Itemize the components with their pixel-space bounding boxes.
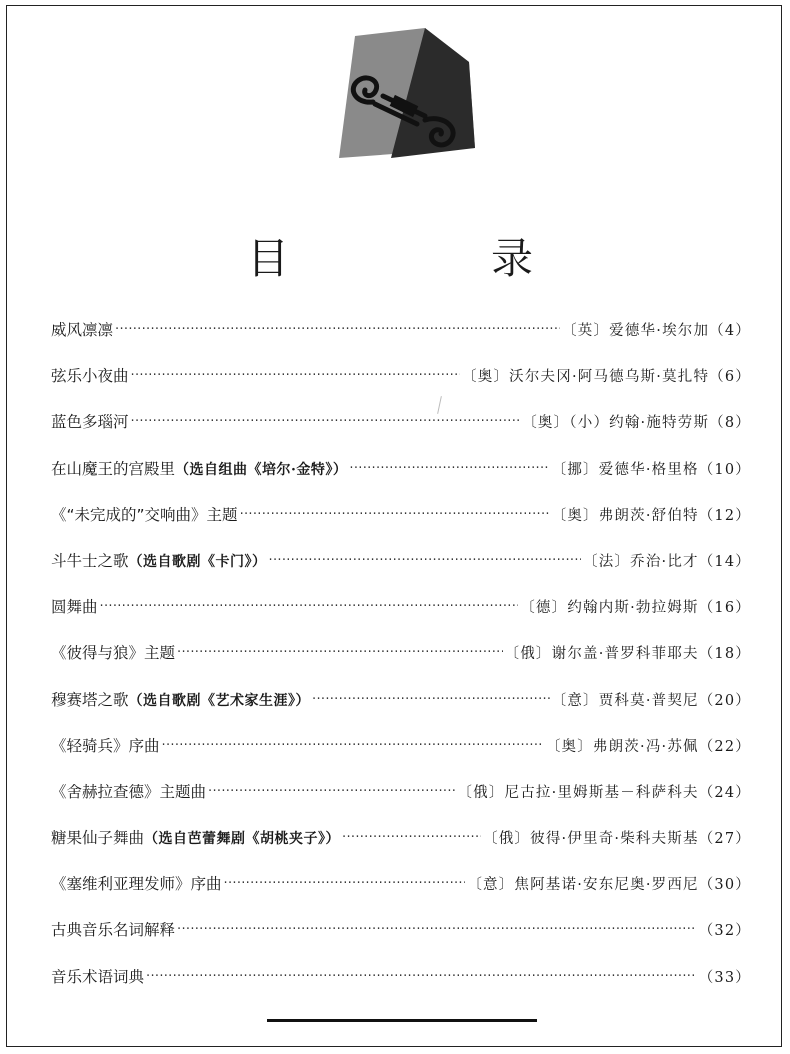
dot-leader (208, 784, 455, 799)
footer-rule (267, 1019, 537, 1022)
entry-page: （22） (698, 738, 751, 755)
entry-subtitle: （选自歌剧《艺术家生涯》） (128, 692, 311, 709)
toc-entry[interactable] (51, 780, 751, 826)
entry-page: （27） (698, 831, 751, 848)
entry-composer: 〔英〕爱德华·埃尔加 (562, 323, 710, 339)
entry-composer: 〔奥〕（小）约翰·施特劳斯 (522, 415, 710, 432)
toc-list (51, 318, 751, 1011)
dot-leader (312, 692, 550, 707)
dot-leader (177, 645, 503, 660)
dot-leader (131, 414, 521, 429)
entry-title: 《彼得与狼》主题 (51, 644, 176, 663)
toc-entry[interactable] (51, 734, 751, 780)
entry-title: 蓝色多瑙河 (51, 413, 129, 432)
entry-composer: 〔德〕约翰内斯·勃拉姆斯 (520, 600, 699, 617)
entry-composer: 〔俄〕尼古拉·里姆斯基－科萨科夫 (457, 784, 699, 801)
entry-title: 糖果仙子舞曲（选自芭蕾舞剧《胡桃夹子》） (51, 829, 341, 848)
entry-title: 《“未完成的”交响曲》主题 (51, 505, 238, 524)
dot-leader (131, 368, 461, 383)
entry-title: 音乐术语词典 (51, 967, 145, 986)
book-page (6, 5, 782, 1047)
entry-subtitle: （选自芭蕾舞剧《胡桃夹子》） (144, 831, 341, 848)
toc-entry[interactable] (51, 826, 751, 872)
entry-page: （32） (698, 923, 751, 940)
toc-entry[interactable] (51, 688, 751, 734)
entry-subtitle: （选自组曲《培尔·金特》） (175, 461, 348, 478)
dot-leader (177, 922, 697, 937)
entry-title: 《轻骑兵》序曲 (51, 736, 160, 755)
entry-title: 在山魔王的宫殿里（选自组曲《培尔·金特》） (51, 459, 348, 478)
entry-subtitle: （选自歌剧《卡门》） (128, 553, 267, 570)
toc-entry[interactable] (51, 965, 751, 1011)
page-title: 目 录 (246, 234, 613, 283)
toc-entry[interactable] (51, 457, 751, 503)
dot-leader (162, 738, 544, 753)
entry-title: 《舍赫拉查德》主题曲 (51, 782, 207, 801)
entry-page: （6） (709, 369, 751, 386)
toc-entry[interactable] (51, 872, 751, 918)
entry-page: （4） (709, 323, 751, 339)
entry-title: 《塞维利亚理发师》序曲 (51, 875, 222, 894)
dot-leader (100, 599, 519, 614)
entry-page: （30） (698, 877, 751, 894)
entry-composer: 〔奥〕弗朗茨·舒伯特 (551, 507, 699, 524)
entry-composer: 〔奥〕沃尔夫冈·阿马德乌斯·莫扎特 (462, 369, 710, 386)
scroll-ornament-icon (325, 28, 485, 178)
toc-entry[interactable] (51, 364, 751, 410)
entry-title: 穆赛塔之歌（选自歌剧《艺术家生涯》） (51, 690, 311, 709)
entry-page: （20） (698, 692, 751, 709)
entry-page: （12） (698, 507, 751, 524)
entry-composer: 〔俄〕彼得·伊里奇·柴科夫斯基 (483, 831, 699, 848)
entry-composer: 〔挪〕爱德华·格里格 (551, 461, 699, 478)
entry-page: （16） (698, 600, 751, 617)
entry-page: （14） (698, 553, 751, 570)
entry-title: 弦乐小夜曲 (51, 367, 129, 386)
entry-page: （33） (698, 969, 751, 986)
entry-page: （8） (709, 415, 751, 432)
entry-title: 古典音乐名词解释 (51, 921, 176, 940)
entry-composer: 〔意〕焦阿基诺·安东尼奥·罗西尼 (467, 877, 699, 894)
toc-entry[interactable] (51, 641, 751, 687)
dot-leader (146, 969, 697, 984)
entry-composer: 〔俄〕谢尔盖·普罗科菲耶夫 (504, 646, 699, 663)
toc-entry[interactable] (51, 549, 751, 595)
dot-leader (224, 876, 466, 891)
entry-title: 威风凛凛 (51, 321, 114, 339)
entry-composer: 〔奥〕弗朗茨·冯·苏佩 (545, 738, 699, 755)
dot-leader (240, 507, 550, 522)
entry-page: （10） (698, 461, 751, 478)
toc-entry[interactable] (51, 318, 751, 364)
entry-title: 斗牛士之歌（选自歌剧《卡门》） (51, 551, 267, 570)
dot-leader (342, 830, 481, 845)
dot-leader (269, 553, 582, 568)
entry-page: （24） (698, 784, 751, 801)
toc-entry[interactable] (51, 918, 751, 964)
entry-page: （18） (698, 646, 751, 663)
toc-entry[interactable] (51, 503, 751, 549)
entry-composer: 〔意〕贾科莫·普契尼 (551, 692, 699, 709)
dot-leader (349, 461, 549, 476)
toc-entry[interactable] (51, 595, 751, 641)
dot-leader (115, 322, 560, 337)
entry-title: 圆舞曲 (51, 598, 98, 617)
toc-entry[interactable] (51, 410, 751, 456)
entry-composer: 〔法〕乔治·比才 (583, 553, 699, 570)
